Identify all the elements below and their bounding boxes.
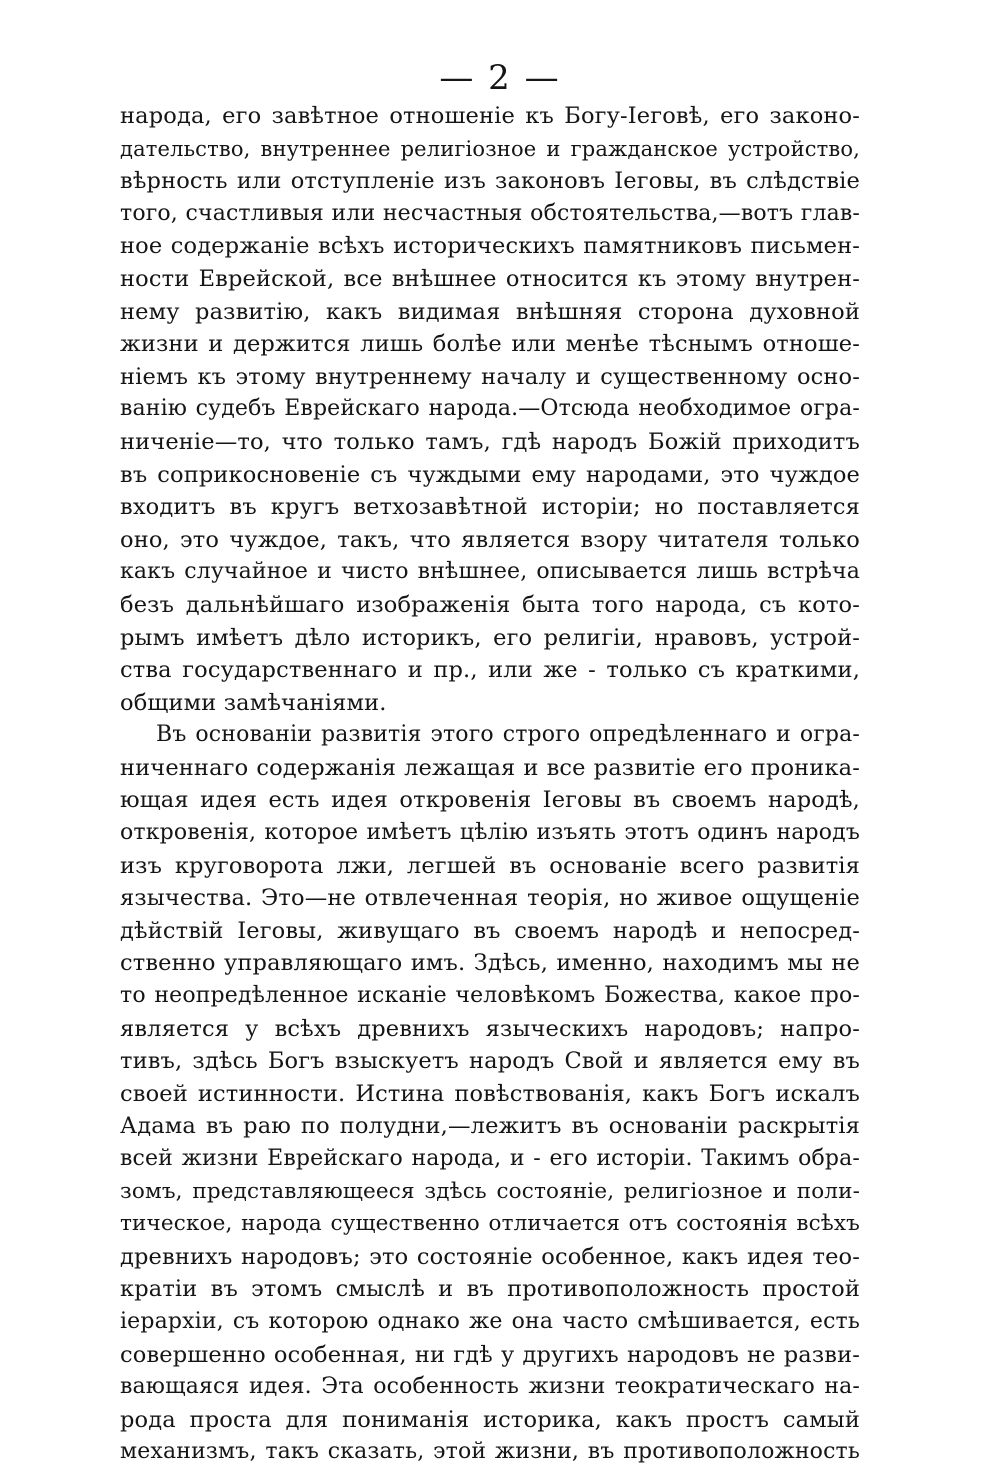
text-line: древнихъ народовъ; это состояніе особенное, какъ идея тео- xyxy=(120,1243,860,1270)
text-line: то неопредѣленное исканіе человѣкомъ Божества, какое про- xyxy=(120,983,860,1009)
text-line: тическое, народа существенно отличается отъ состоянія всѣхъ xyxy=(120,1211,860,1237)
text-line: ванію судебъ Еврейскаго народа.—Отсюда необходимое огра- xyxy=(120,396,860,422)
text-line: дательство, внутреннее религіозное и гражданское устройство, xyxy=(120,136,860,161)
text-line: ніемъ къ этому внутреннему началу и существенному осно- xyxy=(120,363,860,390)
text-line: ности Еврейской, все внѣшнее относится къ этому внутрен- xyxy=(120,265,860,292)
text-line: кратіи въ этомъ смыслѣ и въ противоположность простой xyxy=(120,1276,860,1303)
text-line: входитъ въ кругъ ветхозавѣтной исторіи; но поставляется xyxy=(120,494,860,521)
body-text xyxy=(120,100,860,1469)
text-line: совершенно особенная, ни гдѣ у другихъ народовъ не разви- xyxy=(120,1341,860,1368)
text-line: рода проста для пониманія историка, какъ простъ самый xyxy=(120,1406,860,1433)
text-line: ющая идея есть идея откровенія Іеговы въ своемъ народѣ, xyxy=(120,787,860,814)
text-line: народа, его завѣтное отношеніе къ Богу-Іеговѣ, его законо- xyxy=(120,103,860,129)
text-line: своей истинности. Истина повѣствованія, какъ Богъ искалъ xyxy=(120,1080,860,1107)
text-line: механизмъ, такъ сказать, этой жизни, въ противоположность xyxy=(120,1439,860,1465)
text-line: ниченіе—то, что только тамъ, гдѣ народъ Божій приходитъ xyxy=(120,428,860,455)
text-line: дѣйствій Іеговы, живущаго въ своемъ народѣ и непосред- xyxy=(120,917,860,944)
text-line: вѣрность или отступленіе изъ законовъ Іеговы, въ слѣдствіе xyxy=(120,168,860,195)
text-line: ственно управляющаго имъ. Здѣсь, именно, находимъ мы не xyxy=(120,950,860,977)
text-line: того, счастливыя или несчастныя обстоятельства,—вотъ глав- xyxy=(120,200,860,226)
text-line: является у всѣхъ древнихъ языческихъ народовъ; напро- xyxy=(120,1015,860,1042)
text-line: изъ круговорота лжи, легшей въ основаніе всего развитія xyxy=(120,852,860,879)
text-line: жизни и держится лишь болѣе или менѣе тѣснымъ отноше- xyxy=(120,331,860,358)
text-line: Въ основаніи развитія этого строго опредѣленнаго и огра- xyxy=(156,722,860,748)
text-line: язычества. Это—не отвлеченная теорія, но живое ощущеніе xyxy=(120,885,860,912)
text-line: въ соприкосновеніе съ чуждыми ему народами, это чуждое xyxy=(120,461,860,488)
paragraph xyxy=(120,719,860,1469)
paragraph xyxy=(120,100,860,719)
text-line: іерархіи, съ которою однако же она часто смѣшивается, есть xyxy=(120,1308,860,1334)
text-line: тивъ, здѣсь Богъ взыскуетъ народъ Свой и является ему въ xyxy=(120,1048,860,1075)
text-line: общими замѣчаніями. xyxy=(120,689,387,716)
text-line: ное содержаніе всѣхъ историческихъ памятниковъ письмен- xyxy=(120,233,860,260)
text-line: рымъ имѣетъ дѣло историкъ, его религіи, нравовъ, устрой- xyxy=(120,624,860,651)
text-line: оно, это чуждое, такъ, что является взору читателя только xyxy=(120,526,860,553)
text-line: зомъ, представляющееся здѣсь состояніе, религіозное и поли- xyxy=(120,1178,860,1204)
text-line: безъ дальнѣйшаго изображенія быта того народа, съ кото- xyxy=(120,591,860,618)
text-line: вающаяся идея. Эта особенность жизни теократическаго на- xyxy=(120,1374,860,1400)
text-line: ниченнаго содержанія лежащая и все развитіе его проника- xyxy=(120,754,860,781)
text-line: какъ случайное и чисто внѣшнее, описывается лишь встрѣча xyxy=(120,559,860,585)
text-line: Адама въ раю по полудни,—лежитъ въ основаніи раскрытія xyxy=(120,1113,860,1140)
text-line: нему развитію, какъ видимая внѣшняя сторона духовной xyxy=(120,298,860,325)
text-line: всей жизни Еврейскаго народа, и - его исторіи. Такимъ обра- xyxy=(120,1146,860,1171)
text-line: ства государственнаго и пр., или же - только съ краткими, xyxy=(120,657,860,684)
text-line: откровенія, которое имѣетъ цѣлію изъять этотъ одинъ народъ xyxy=(120,820,860,846)
page-number: — 2 — xyxy=(439,58,561,98)
